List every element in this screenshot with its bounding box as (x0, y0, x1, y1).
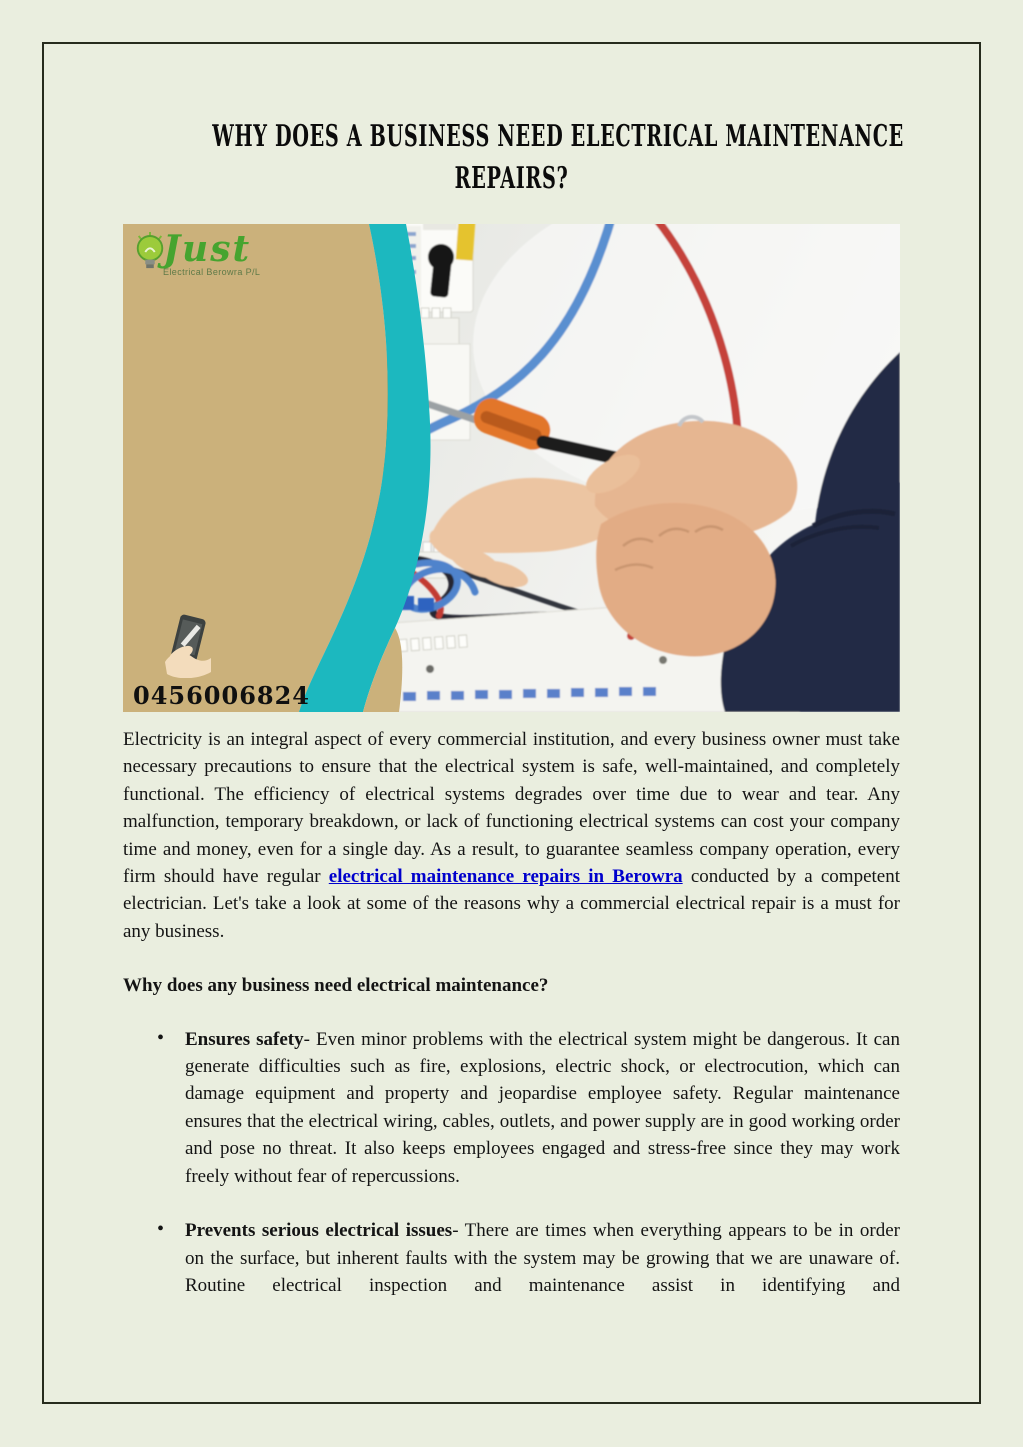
page-title-line2: REPAIRS? (454, 161, 569, 196)
list-item-ensures-safety (185, 1026, 900, 1190)
bullet-title: Ensures safety (185, 1028, 304, 1050)
logo-text: Just (163, 228, 252, 270)
phone-number: 0456006824 (133, 681, 310, 710)
intro-text-after: conducted by a competent electrician. Let's take a look at some of the reasons why a commercial electrical repair is a must for any business. (123, 866, 900, 942)
list-item-prevents-issues (185, 1217, 900, 1299)
bullet-text: - Even minor problems with the electrical system might be dangerous. It can generate difficulties such as fire, explosions, electric shock, or electrocution, which can damage equipment and property and jeopardise employee safety. Regular maintenance ensures that the electrical wiring, cables, outlets, and power supply are in good working order and pose no threat. It also keeps employees engaged and stress-free since they may work freely without fear of repercussions. (185, 1028, 900, 1187)
section-heading: Why does any business need electrical maintenance? (123, 975, 549, 997)
berowra-repairs-link[interactable]: electrical maintenance repairs in Berowra (328, 866, 683, 888)
page-title-line1: WHY DOES A BUSINESS NEED ELECTRICAL MAINTENANCE (212, 119, 904, 154)
phone-in-hand-icon (161, 614, 213, 678)
bullet-title: Prevents serious electrical issues (185, 1220, 453, 1242)
intro-text-before: Electricity is an integral aspect of every commercial institution, and every business owner must take necessary precautions to ensure that the electrical system is safe, well-maintained, and completely functional. The efficiency of electrical systems degrades over time due to wear and tear. Any malfunction, temporary breakdown, or lack of functioning electrical systems can cost your company time and money, even for a single day. As a result, to guarantee seamless company operation, every firm should have regular (123, 729, 900, 888)
lightbulb-icon (133, 232, 167, 274)
hero-image (123, 224, 900, 712)
article-body (123, 726, 900, 1299)
page-frame (42, 42, 981, 1404)
intro-paragraph (123, 726, 900, 945)
company-logo (133, 228, 261, 277)
electrician-photo-illustration (123, 224, 900, 712)
logo-subtext: Electrical Berowra P/L (163, 267, 261, 277)
bullet-text: - There are times when everything appears to be in order on the surface, but inherent faults with the system may be growing that we are unaware of. Routine electrical inspection and maintenance assist in identifying and (185, 1220, 900, 1296)
page-title (44, 116, 979, 200)
benefits-list (123, 1026, 900, 1300)
